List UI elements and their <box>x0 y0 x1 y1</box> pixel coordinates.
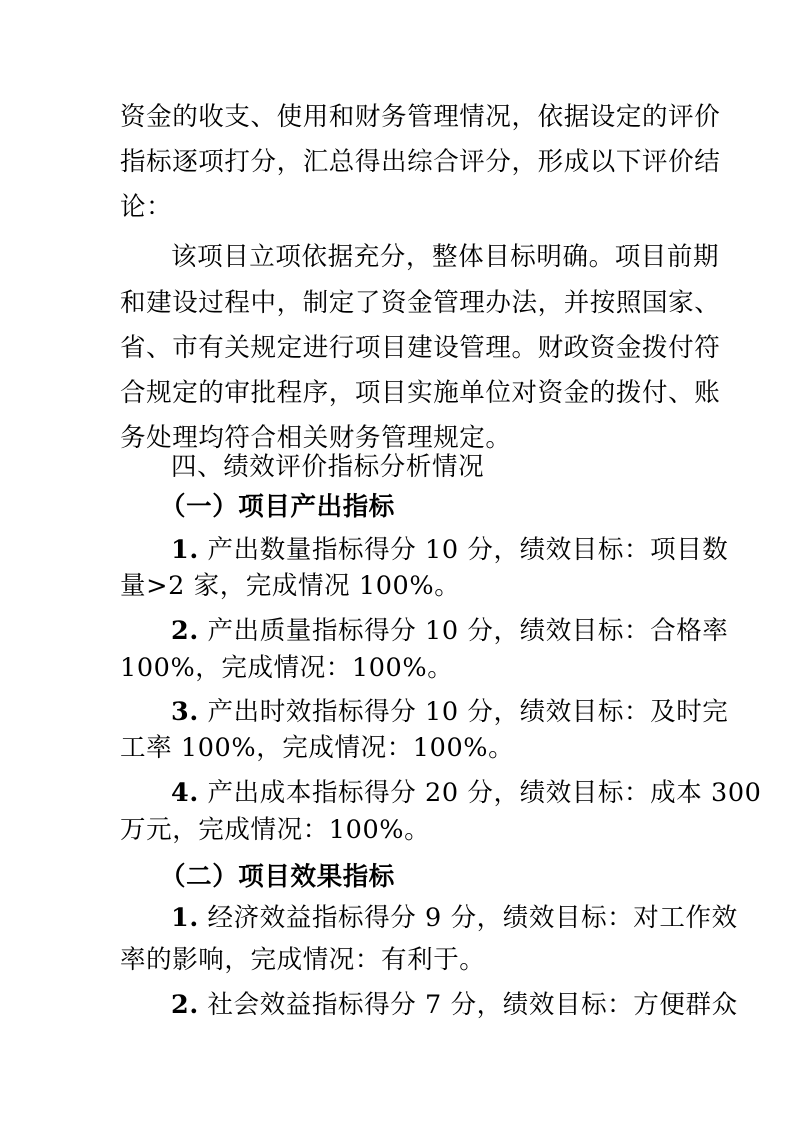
output-item-4-line-1 <box>171 776 761 810</box>
output-item-3-line-2: 工率 100%，完成情况：100%。 <box>120 733 515 763</box>
item-text: 经济效益指标得分 9 分，绩效目标：对工作效 <box>207 903 738 933</box>
output-item-3-line-1 <box>171 695 728 729</box>
conclusion-line-3: 省、市有关规定进行项目建设管理。财政资金拨付符 <box>120 333 721 363</box>
output-item-1-line-1 <box>171 533 728 567</box>
item-number: 4. <box>171 778 199 808</box>
intro-line-2: 指标逐项打分，汇总得出综合评分，形成以下评价结 <box>120 147 721 177</box>
item-text: 产出质量指标得分 10 分，绩效目标：合格率 <box>207 616 729 646</box>
output-indicators-heading: （一）项目产出指标 <box>160 492 395 522</box>
intro-line-3: 论： <box>120 192 173 222</box>
conclusion-line-4: 合规定的审批程序，项目实施单位对资金的拨付、账 <box>120 378 721 408</box>
effect-item-1-line-2: 率的影响，完成情况：有利于。 <box>120 945 486 975</box>
output-item-2-line-1 <box>171 614 728 648</box>
conclusion-line-1: 该项目立项依据充分，整体目标明确。项目前期 <box>171 242 720 272</box>
effect-item-2-line-1 <box>171 988 738 1022</box>
conclusion-line-5: 务处理均符合相关财务管理规定。 <box>120 423 512 453</box>
intro-line-1: 资金的收支、使用和财务管理情况，依据设定的评价 <box>120 102 721 132</box>
output-item-1-line-2: 量>2 家，完成情况 100%。 <box>120 571 461 601</box>
output-item-2-line-2: 100%，完成情况：100%。 <box>120 653 454 683</box>
item-number: 1. <box>171 535 199 565</box>
item-number: 1. <box>171 903 199 933</box>
effect-item-1-line-1 <box>171 901 738 935</box>
item-number: 2. <box>171 616 199 646</box>
item-text: 产出时效指标得分 10 分，绩效目标：及时完 <box>207 697 729 727</box>
output-item-4-line-2: 万元，完成情况：100%。 <box>120 815 431 845</box>
item-text: 产出数量指标得分 10 分，绩效目标：项目数 <box>207 535 729 565</box>
item-number: 2. <box>171 990 199 1020</box>
item-text: 产出成本指标得分 20 分，绩效目标：成本 300 <box>207 778 762 808</box>
conclusion-line-2: 和建设过程中，制定了资金管理办法，并按照国家、 <box>120 288 721 318</box>
section-heading: 四、绩效评价指标分析情况 <box>171 452 485 482</box>
effect-indicators-heading: （二）项目效果指标 <box>160 862 395 892</box>
item-number: 3. <box>171 697 199 727</box>
item-text: 社会效益指标得分 7 分，绩效目标：方便群众 <box>207 990 738 1020</box>
